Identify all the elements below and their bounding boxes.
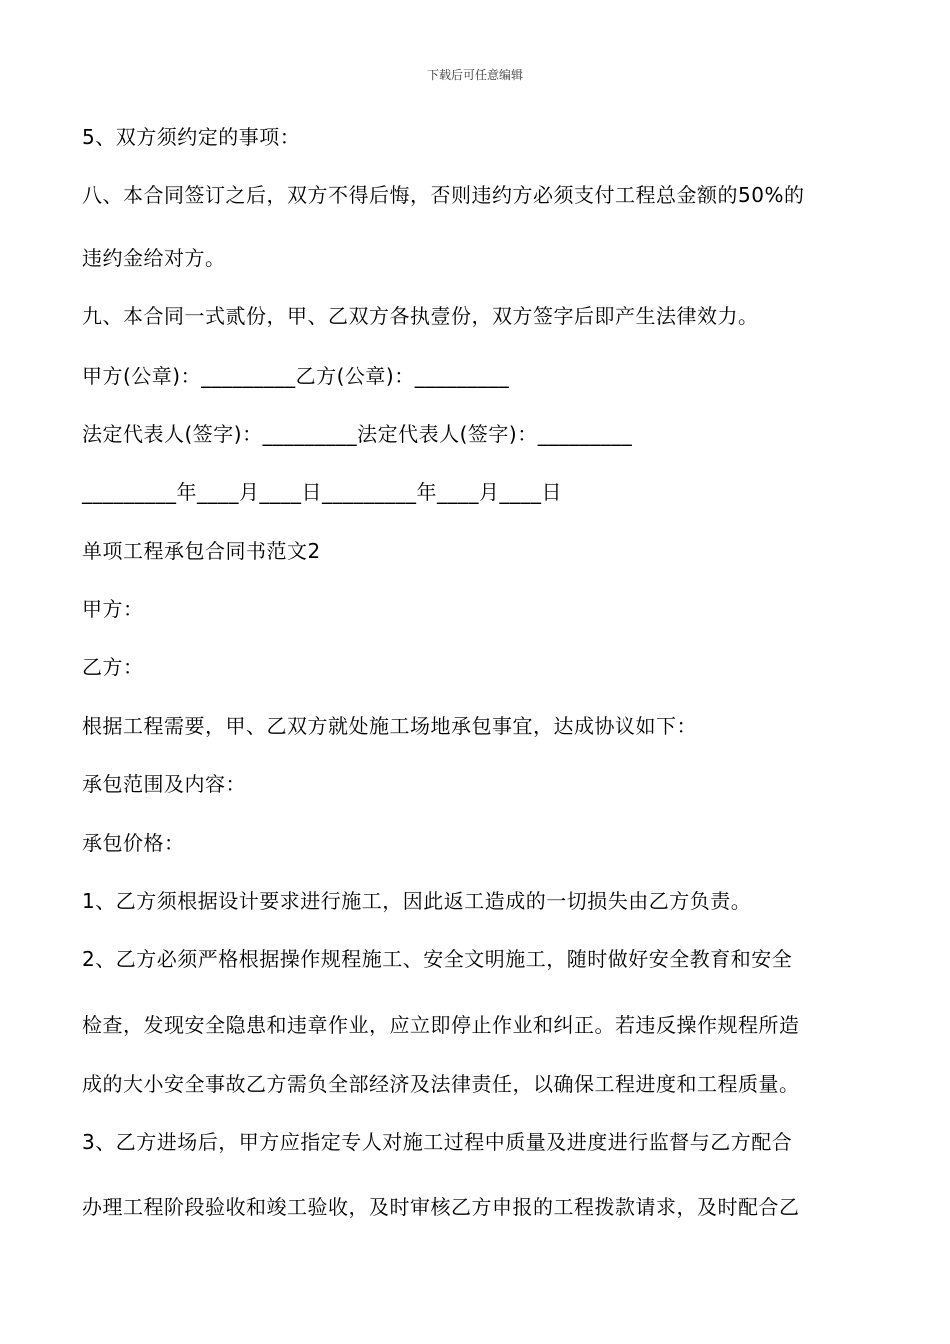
clause-8-line-2: 违约金给对方。 bbox=[82, 246, 226, 270]
clause-9: 九、本合同一式贰份，甲、乙双方各执壹份，双方签字后即产生法律效力。 bbox=[82, 304, 759, 328]
clause-1: 1、乙方须根据设计要求进行施工，因此返工造成的一切损失由乙方负责。 bbox=[82, 889, 752, 913]
clause-3-line-2: 办理工程阶段验收和竣工验收，及时审核乙方申报的工程拨款请求，及时配合乙 bbox=[82, 1195, 800, 1219]
clause-2-line-1: 2、乙方必须严格根据操作规程施工、安全文明施工，随时做好安全教育和安全 bbox=[82, 947, 793, 971]
agreement-intro: 根据工程需要，甲、乙双方就处施工场地承包事宜，达成协议如下： bbox=[82, 714, 697, 738]
page-header-watermark: 下载后可任意编辑 bbox=[426, 68, 523, 82]
clause-3-line-1: 3、乙方进场后，甲方应指定专人对施工过程中质量及进度进行监督与乙方配合 bbox=[82, 1130, 793, 1154]
section-title: 单项工程承包合同书范文2 bbox=[82, 539, 321, 563]
signature-date-line: _________年____月____日_________年____月____日 bbox=[82, 480, 562, 504]
party-b: 乙方： bbox=[82, 655, 144, 679]
clause-2-line-2: 检查，发现安全隐患和违章作业，应立即停止作业和纠正。若违反操作规程所造 bbox=[82, 1013, 800, 1037]
price-heading: 承包价格： bbox=[82, 831, 185, 855]
party-a: 甲方： bbox=[82, 597, 144, 621]
scope-heading: 承包范围及内容： bbox=[82, 772, 246, 796]
signature-representative-line: 法定代表人(签字)：_________法定代表人(签字)：_________ bbox=[82, 422, 633, 446]
clause-2-line-3: 成的大小安全事故乙方需负全部经济及法律责任，以确保工程进度和工程质量。 bbox=[82, 1072, 800, 1096]
signature-seal-line: 甲方(公章)：_________乙方(公章)：_________ bbox=[82, 364, 510, 388]
clause-5: 5、双方须约定的事项： bbox=[82, 125, 301, 149]
clause-8-line-1: 八、本合同签订之后，双方不得后悔，否则违约方必须支付工程总金额的50%的 bbox=[82, 183, 805, 207]
